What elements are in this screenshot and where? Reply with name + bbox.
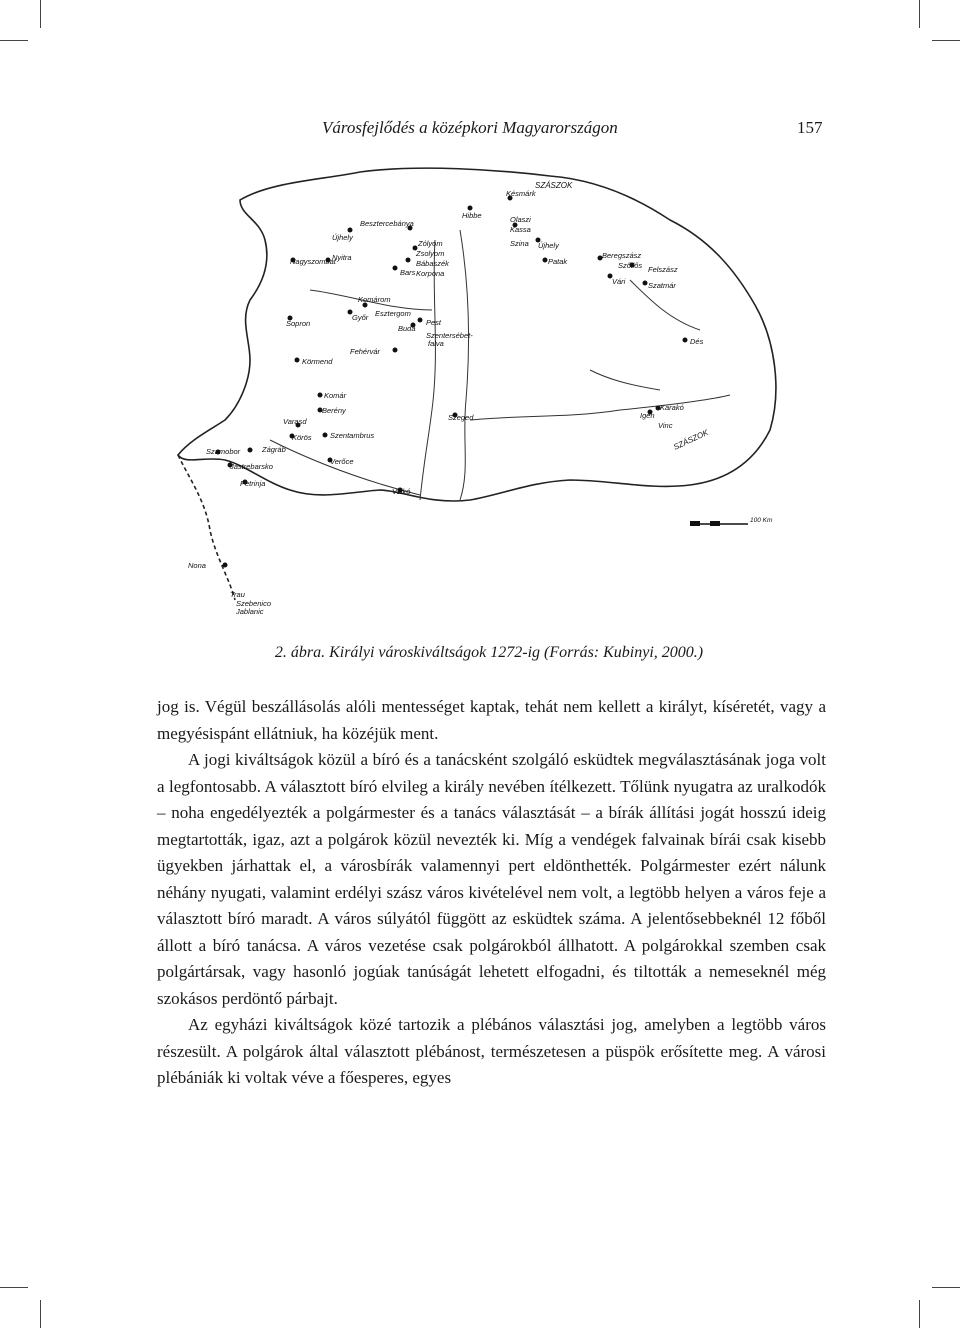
svg-text:Trau: Trau (230, 590, 245, 599)
svg-text:Komárom: Komárom (358, 295, 391, 304)
svg-text:Újhely: Újhely (538, 241, 559, 250)
svg-text:Valkó: Valkó (392, 487, 411, 496)
running-head (0, 118, 960, 142)
svg-text:Újhely: Újhely (332, 233, 353, 242)
crop-mark-top-left-v (40, 0, 41, 28)
scale-bar (690, 521, 748, 526)
svg-text:SZÁSZOK: SZÁSZOK (535, 181, 573, 190)
svg-text:Körmend: Körmend (302, 357, 333, 366)
figure-caption: 2. ábra. Királyi városkiváltságok 1272-ig (Forrás: Kubinyi, 2000.) (274, 644, 704, 661)
svg-text:Vári: Vári (612, 277, 626, 286)
svg-text:Pest: Pest (426, 318, 442, 327)
svg-text:Fehérvár: Fehérvár (350, 347, 381, 356)
body-text (157, 694, 826, 1092)
crop-mark-top-right-h (932, 40, 960, 41)
svg-text:Berény: Berény (322, 406, 346, 415)
svg-text:Körös: Körös (292, 433, 312, 442)
crop-mark-top-left-h (0, 40, 28, 41)
svg-text:Komár: Komár (324, 391, 347, 400)
svg-text:Sopron: Sopron (286, 319, 311, 328)
svg-text:Igen: Igen (640, 411, 655, 420)
map-figure (170, 160, 810, 630)
crop-mark-bottom-right-h (932, 1287, 960, 1288)
svg-text:Kassa: Kassa (510, 225, 531, 234)
paragraph: Az egyházi kiváltságok közé tartozik a plébános választási jog, amelyben a legtöbb város részesült. A polgárok által választott plébánost, természetesen a püspök erősítette meg. A városi plébániák ki voltak véve a főesperes, egyes (157, 1015, 826, 1087)
svg-text:SZÁSZOK: SZÁSZOK (672, 427, 710, 452)
svg-text:Vinc: Vinc (658, 421, 673, 430)
svg-text:Nagyszombat: Nagyszombat (290, 257, 336, 266)
crop-mark-bottom-left-v (40, 1300, 41, 1328)
paragraph: A jogi kiváltságok közül a bíró és a tanácsként szolgáló esküdtek megválasztásának joga volt a legfontosabb. A választott bíró elvileg a király nevében ítélkezett. Tőlünk nyugatra az uralkodók – noha engedélyezték a polgármester és a tanács választását – a bírák állítási jogát hosszú ideig megtartották, igaz, azt a polgárok közül nevezték ki. Míg a vendégek falvainak bírái csak kisebb ügyekben járhattak el, a városbírák valamennyi pert eldönthették. Polgármester ezért nálunk néhány nyugati, valamint erdélyi szász város kivételével nem volt, a legtöbb helyen a város feje a választott bíró maradt. A város súlyától függött az esküdtek száma. A jelentősebbeknél 12 főből állott a bíró tanácsa. A város vezetése csak polgárokból állhatott. A polgárokkal szemben csak polgártársak, vagy hasonló jogúak tanúságát lehetett elfogadni, és tiltották a nemeseknél még szokásos perdöntő párbajt. (157, 750, 826, 1008)
paragraph: jog is. Végül beszállásolás alóli mentességet kaptak, tehát nem kellett a királyt, kíséretét, vagy a megyésispánt ellátniuk, ha közéjük ment. (157, 697, 826, 743)
svg-text:100 Km: 100 Km (750, 517, 773, 524)
svg-text:Esztergom: Esztergom (375, 309, 411, 318)
svg-text:Szentambrus: Szentambrus (330, 431, 375, 440)
svg-text:Győr: Győr (352, 313, 369, 322)
svg-text:Zágráb: Zágráb (262, 445, 286, 454)
svg-text:Bars: Bars (400, 268, 416, 277)
svg-text:Korpona: Korpona (416, 269, 445, 278)
svg-text:falva: falva (428, 339, 444, 348)
svg-text:Szentersébet-: Szentersébet- (426, 331, 473, 340)
svg-text:Nona: Nona (188, 561, 206, 570)
svg-text:Petrinja: Petrinja (240, 479, 266, 488)
svg-text:Patak: Patak (548, 257, 568, 266)
crop-mark-top-right-v (919, 0, 920, 28)
svg-text:Olaszi: Olaszi (510, 215, 531, 224)
svg-text:Beregszász: Beregszász (602, 251, 642, 260)
crop-mark-bottom-left-h (0, 1287, 28, 1288)
svg-text:Zsolyom: Zsolyom (416, 249, 445, 258)
crop-mark-bottom-right-v (919, 1300, 920, 1328)
svg-text:Felszász: Felszász (648, 265, 678, 274)
svg-text:Szina: Szina (510, 239, 529, 248)
svg-text:Nyitra: Nyitra (332, 253, 352, 262)
svg-text:Bábaszék: Bábaszék (416, 259, 449, 268)
svg-text:Szeged: Szeged (448, 413, 474, 422)
svg-text:Szamobor: Szamobor (206, 447, 241, 456)
svg-text:Szatmár: Szatmár (648, 281, 676, 290)
svg-text:Buda: Buda (398, 324, 416, 333)
svg-text:Dés: Dés (690, 337, 704, 346)
place-labels (188, 181, 773, 616)
svg-text:Varasd: Varasd (283, 417, 307, 426)
map-border (178, 168, 776, 600)
svg-text:Szőllős: Szőllős (618, 261, 643, 270)
svg-text:Zólyom: Zólyom (418, 239, 443, 248)
svg-text:Verőce: Verőce (330, 457, 354, 466)
svg-text:Szebenico: Szebenico (236, 599, 272, 608)
svg-text:Jastrebarsko: Jastrebarsko (230, 462, 273, 471)
svg-text:Jablanic: Jablanic (236, 607, 264, 616)
page-number: 157 (797, 118, 823, 137)
svg-text:Besztercebánya: Besztercebánya (360, 219, 414, 228)
svg-text:Karakó: Karakó (660, 403, 684, 412)
running-head-title: Városfejlődés a középkori Magyarországon (322, 118, 618, 137)
svg-text:Késmárk: Késmárk (506, 189, 536, 198)
svg-text:Hibbe: Hibbe (462, 211, 482, 220)
